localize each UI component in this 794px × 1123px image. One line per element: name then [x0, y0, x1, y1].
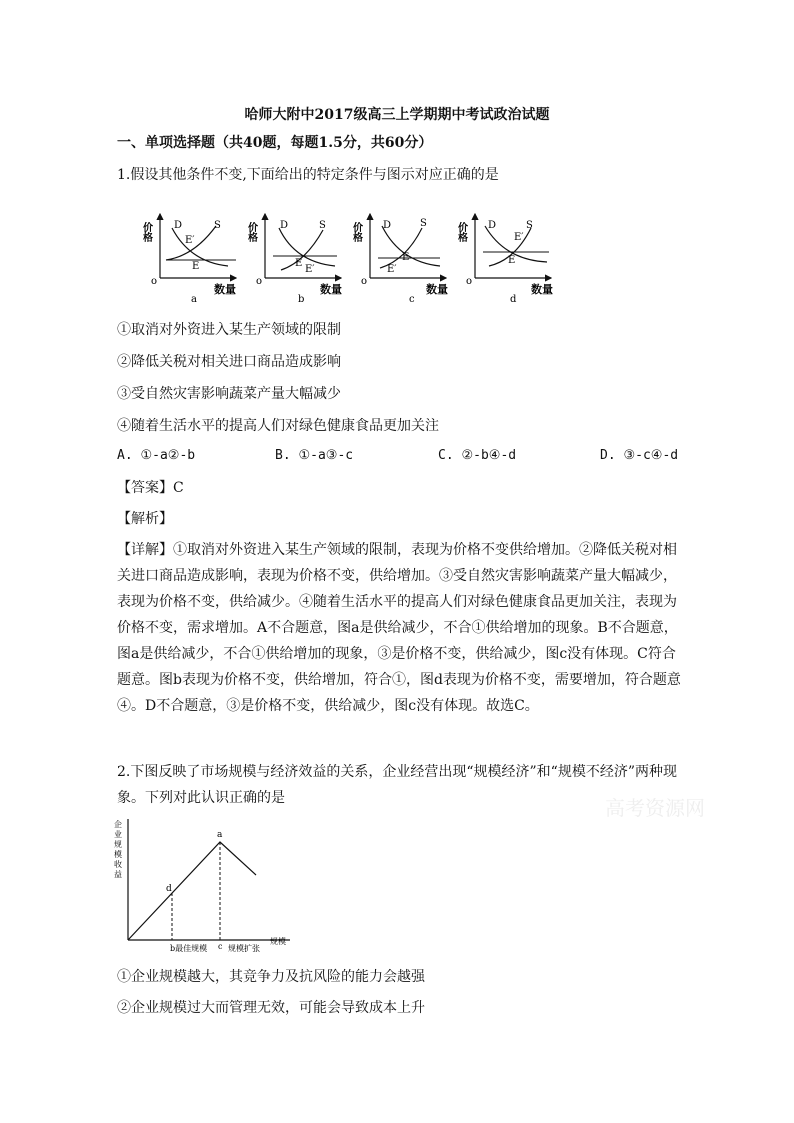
graph-c-label: c	[409, 294, 415, 305]
graph-c-S: S	[420, 218, 427, 229]
q1-graphs	[0, 200, 794, 310]
q2-ylabel-2: 业	[114, 830, 122, 839]
q2-ylabel-5: 收	[114, 860, 122, 869]
q1-analysis-label: 【解析】	[117, 511, 173, 527]
graph-b-S: S	[319, 220, 326, 231]
graph-a-label: a	[191, 294, 197, 305]
graph-c-ylabel: 价格	[350, 222, 362, 242]
q2-ylabel-4: 模	[114, 850, 122, 859]
graph-b-origin: o	[256, 276, 263, 287]
q2-xlabel: 规模	[270, 937, 286, 946]
graph-c-xlabel: 数量	[426, 283, 448, 296]
q1-option-c: C. ②-b④-d	[438, 448, 517, 463]
q1-item-1: ①取消对外资进入某生产领域的限制	[117, 322, 341, 338]
graph-a-D: D	[174, 220, 183, 231]
q2-graph	[110, 815, 310, 955]
q1-option-b: B. ①-a③-c	[275, 448, 354, 463]
graph-b-ylabel: 价格	[245, 222, 257, 242]
graph-d-ylabel: 价格	[455, 222, 467, 242]
graph-c-E2: E′	[387, 264, 397, 275]
graph-b	[265, 214, 341, 278]
q1-option-d: D. ③-c④-d	[600, 448, 679, 463]
graph-d-label: d	[510, 294, 517, 305]
graph-b-E1: E	[295, 258, 303, 269]
graph-c-origin: o	[361, 276, 368, 287]
graph-d	[475, 214, 551, 278]
q2-item-2: ②企业规模过大而管理无效，可能会导致成本上升	[117, 1000, 425, 1016]
graph-a-origin: o	[151, 276, 158, 287]
graph-d-origin: o	[466, 276, 473, 287]
page-title: 哈师大附中2017级高三上学期期中考试政治试题	[244, 107, 550, 123]
graph-d-E2: E	[508, 255, 516, 266]
graph-d-xlabel: 数量	[531, 283, 553, 296]
q2-ylabel-1: 企	[114, 820, 122, 829]
section-heading: 一、单项选择题（共40题，每题1.5分，共60分）	[117, 135, 433, 151]
graph-d-E1: E′	[514, 232, 524, 243]
graph-b-D: D	[280, 220, 289, 231]
graph-c-E1: E	[402, 252, 410, 263]
q1-answer: 【答案】C	[117, 480, 184, 496]
graph-a-E2: E	[192, 261, 200, 272]
q2-item-1: ①企业规模越大，其竞争力及抗风险的能力会越强	[117, 969, 425, 985]
graph-d-S: S	[526, 220, 533, 231]
graph-d-D: D	[488, 220, 497, 231]
q2-point-a: a	[217, 830, 223, 840]
graph-a-E1: E′	[185, 235, 195, 246]
q2-c-text: 规模扩张	[228, 944, 260, 953]
q2-c-label: c	[218, 942, 223, 951]
question-2-stem: 2.下图反映了市场规模与经济效益的关系，企业经营出现“规模经济”和“规模不经济”两种现象。下列对此认识正确的是	[117, 764, 677, 806]
q1-item-2: ②降低关税对相关进口商品造成影响	[117, 354, 341, 370]
question-1-stem: 1.假设其他条件不变,下面给出的特定条件与图示对应正确的是	[117, 167, 499, 183]
q1-option-a: A. ①-a②-b	[117, 448, 196, 463]
graph-c	[370, 214, 446, 278]
q1-item-4: ④随着生活水平的提高人们对绿色健康食品更加关注	[117, 418, 439, 434]
q1-detail: 【详解】①取消对外资进入某生产领域的限制，表现为价格不变供给增加。②降低关税对相关进口商品造成影响，表现为价格不变，供给增加。③受自然灾害影响蔬菜产量大幅减少，表现为价格不变，供给减少。④随着生活水平的提高人们对绿色健康食品更加关注，表现为价格不变，需求增加。A不合题意，图a是供给减少，不合①供给增加的现象。B不合题意，图a是供给减少，不合①供给增加的现象，③是价格不变，供给减少，图c没有体现。C符合题意。图b表现为价格不变，供给增加，符合①，图d表现为价格不变，需要增加，符合题意④。D不合题意，③是价格不变，供给减少，图c没有体现。故选C。	[117, 542, 681, 714]
watermark: 高考资源网	[605, 796, 705, 820]
graph-a-xlabel: 数量	[214, 283, 236, 296]
graph-c-D: D	[383, 220, 392, 231]
q2-ylabel-6: 益	[114, 870, 122, 879]
graph-a-ylabel-1: 价格	[140, 222, 152, 242]
q1-item-3: ③受自然灾害影响蔬菜产量大幅减少	[117, 386, 341, 402]
q2-point-d: d	[166, 884, 172, 894]
graph-b-E2: E′	[305, 264, 315, 275]
graph-a-S: S	[214, 220, 221, 231]
q2-ylabel-3: 规	[114, 840, 122, 849]
graph-b-xlabel: 数量	[320, 283, 342, 296]
q2-b-label: b最佳规模	[170, 944, 208, 953]
graph-b-label: b	[298, 294, 305, 305]
